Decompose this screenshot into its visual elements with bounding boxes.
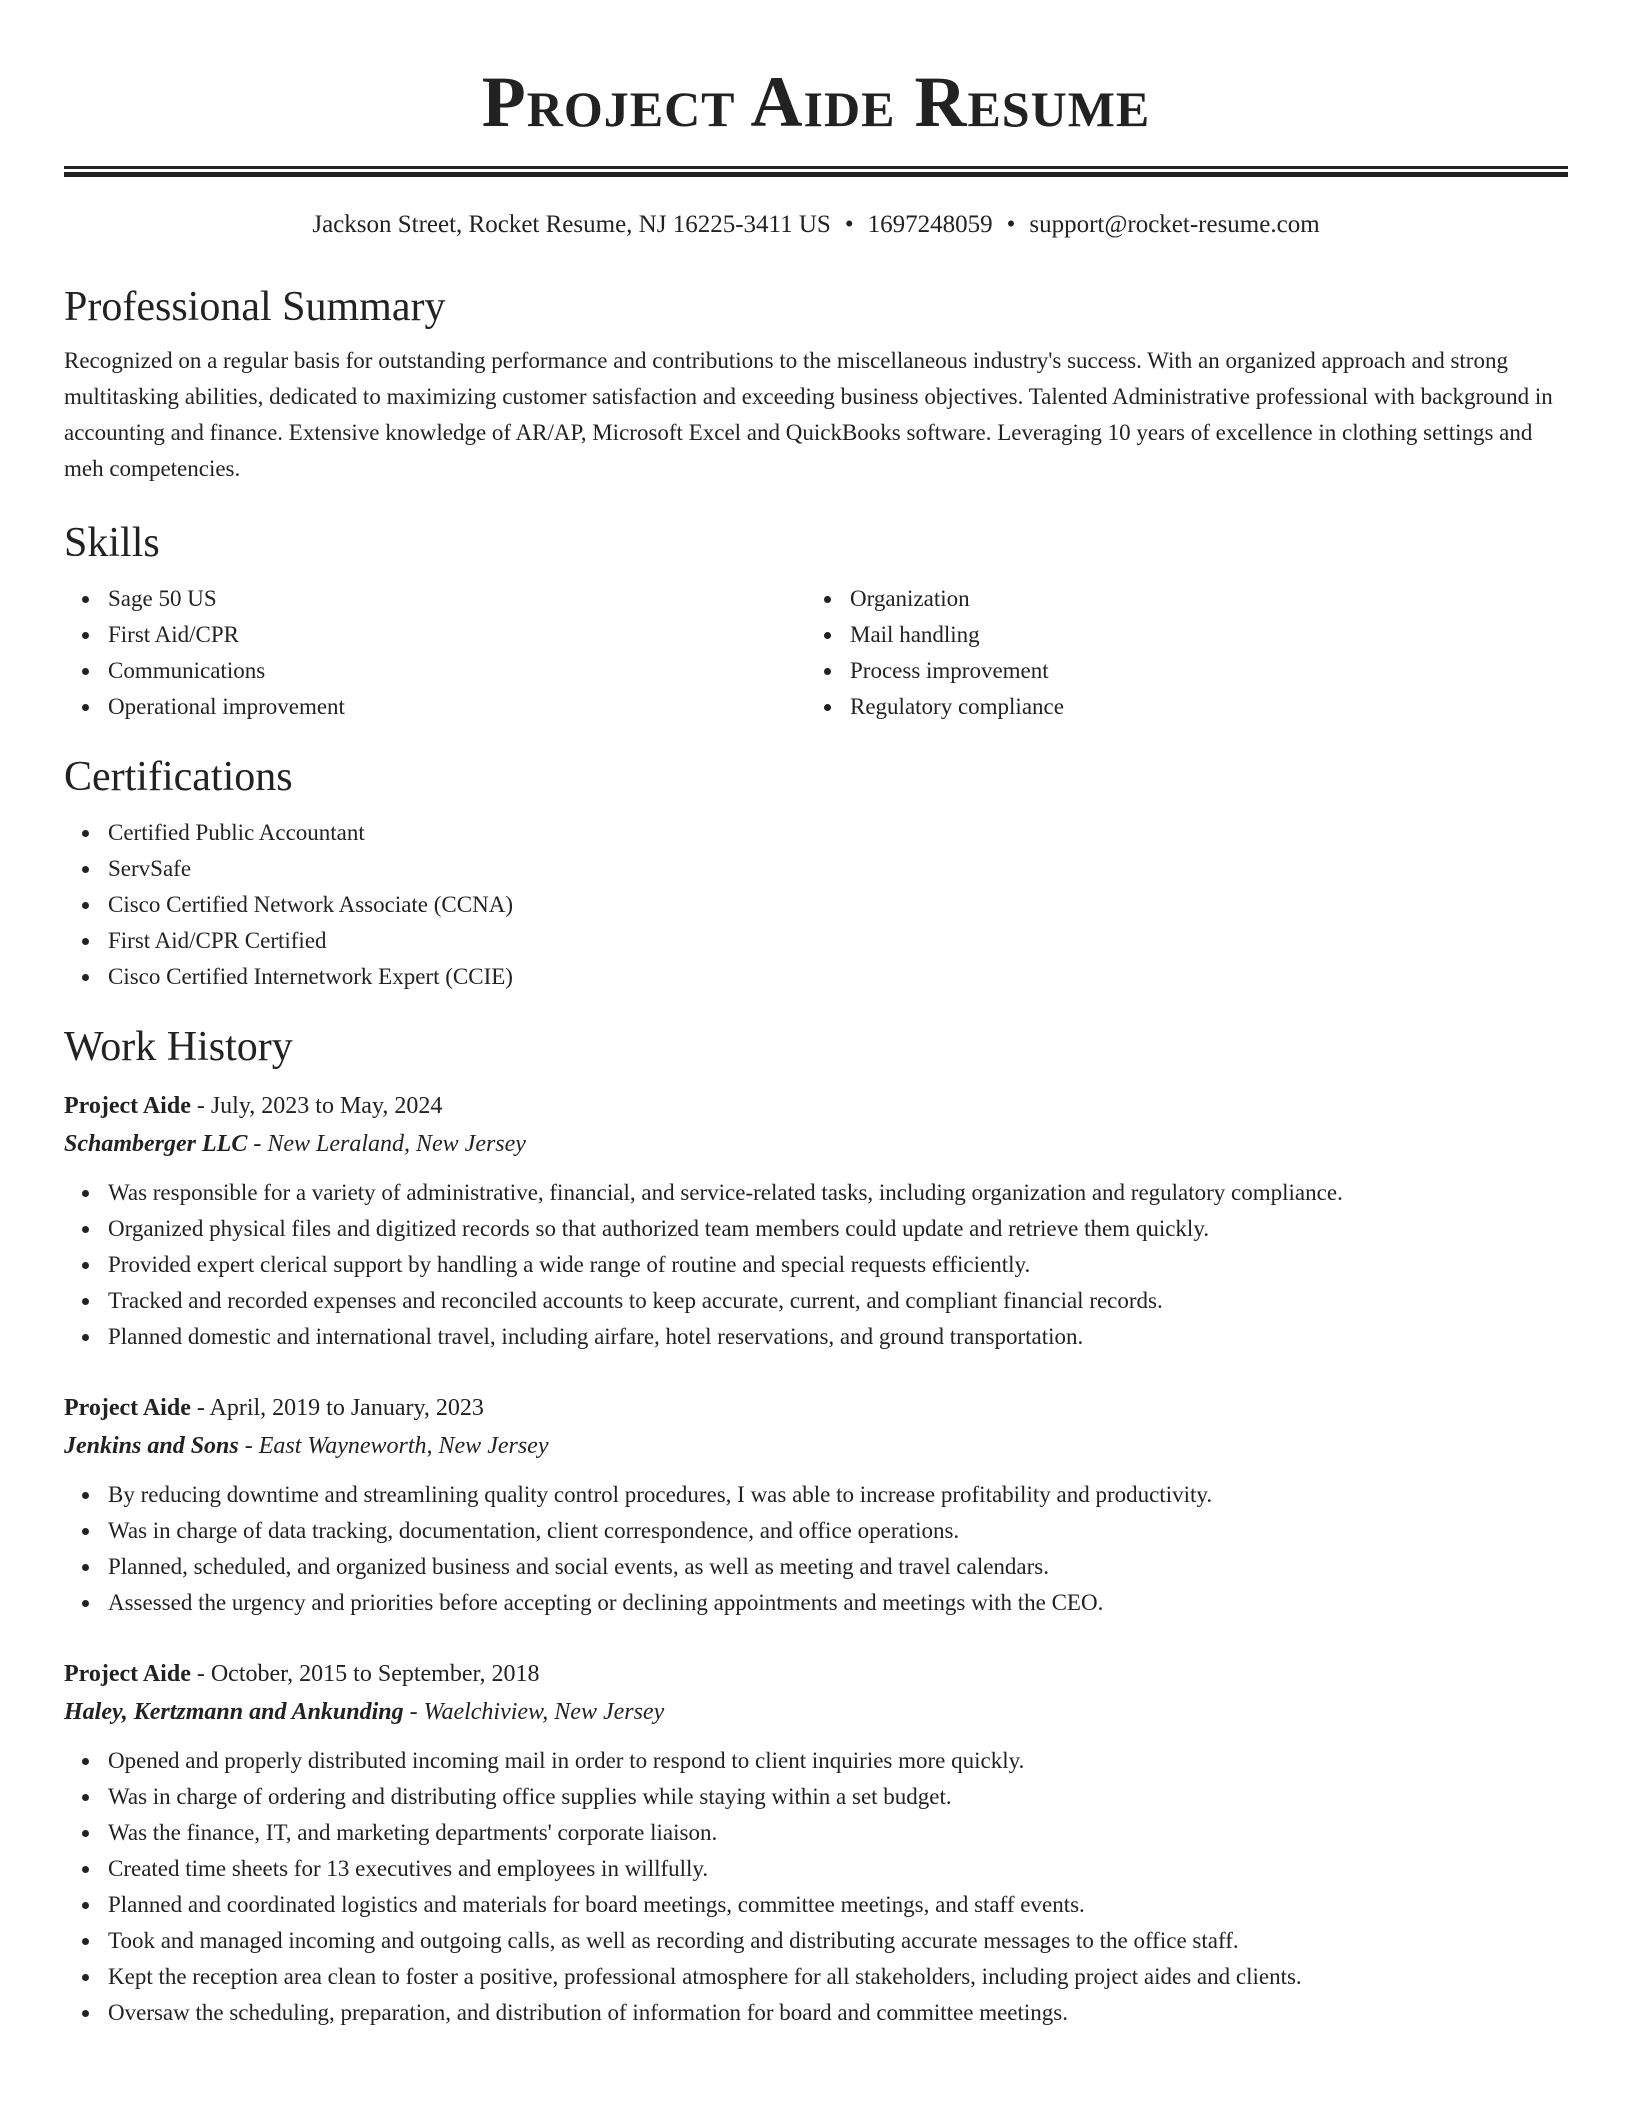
job-duty-item: Created time sheets for 13 executives and employees in willfully.	[64, 1851, 1568, 1887]
skill-item: Sage 50 US	[64, 581, 806, 617]
job-duty-item: Was in charge of data tracking, documentation, client correspondence, and office operations.	[64, 1513, 1568, 1549]
skill-item: Operational improvement	[64, 689, 806, 725]
contact-email: support@rocket-resume.com	[1029, 211, 1320, 238]
job-duties-list	[64, 1175, 1568, 1355]
job-location: - Waelchiview, New Jersey	[403, 1699, 665, 1725]
contact-line	[64, 209, 1568, 241]
contact-separator: •	[1006, 211, 1016, 238]
job-duty-item: Assessed the urgency and priorities before accepting or declining appointments and meetings with the CEO.	[64, 1585, 1568, 1621]
job-duty-item: Was in charge of ordering and distributing office supplies while staying within a set budget.	[64, 1779, 1568, 1815]
job-company-line	[64, 1125, 1568, 1163]
job-duty-item: Kept the reception area clean to foster a positive, professional atmosphere for all stakeholders, including project aides and clients.	[64, 1959, 1568, 1995]
certification-item: ServSafe	[64, 851, 1568, 887]
skill-item: Process improvement	[806, 653, 1548, 689]
job-duties-list	[64, 1743, 1568, 2031]
job-entry	[64, 1087, 1568, 1355]
job-dates: - October, 2015 to September, 2018	[190, 1661, 540, 1687]
skills-list-left	[64, 581, 806, 725]
work-history-heading: Work History	[64, 1024, 293, 1070]
job-location: - New Leraland, New Jersey	[247, 1131, 526, 1157]
job-company: Jenkins and Sons	[64, 1433, 239, 1459]
certification-item: Cisco Certified Internetwork Expert (CCIE)	[64, 959, 1568, 995]
skills-list-right	[806, 581, 1548, 725]
job-duty-item: Organized physical files and digitized records so that authorized team members could update and retrieve them quickly.	[64, 1211, 1568, 1247]
job-company: Haley, Kertzmann and Ankunding	[64, 1699, 404, 1725]
job-duty-item: By reducing downtime and streamlining quality control procedures, I was able to increase profitability and productivity.	[64, 1477, 1568, 1513]
job-dates: - April, 2019 to January, 2023	[190, 1395, 484, 1421]
job-duty-item: Planned and coordinated logistics and materials for board meetings, committee meetings, and staff events.	[64, 1887, 1568, 1923]
job-duty-item: Provided expert clerical support by handling a wide range of routine and special requests efficiently.	[64, 1247, 1568, 1283]
job-role: Project Aide	[64, 1661, 191, 1687]
skill-item: Communications	[64, 653, 806, 689]
job-duty-item: Planned domestic and international travel, including airfare, hotel reservations, and ground transportation.	[64, 1319, 1568, 1355]
skill-item: First Aid/CPR	[64, 617, 806, 653]
job-dates: - July, 2023 to May, 2024	[190, 1093, 443, 1119]
job-duty-item: Took and managed incoming and outgoing calls, as well as recording and distributing accurate messages to the office staff.	[64, 1923, 1568, 1959]
job-duties-list	[64, 1477, 1568, 1621]
contact-address: Jackson Street, Rocket Resume, NJ 16225-3411 US	[312, 211, 831, 238]
job-duty-item: Was the finance, IT, and marketing departments' corporate liaison.	[64, 1815, 1568, 1851]
job-duty-item: Planned, scheduled, and organized business and social events, as well as meeting and travel calendars.	[64, 1549, 1568, 1585]
job-role: Project Aide	[64, 1093, 191, 1119]
job-duty-item: Tracked and recorded expenses and reconciled accounts to keep accurate, current, and compliant financial records.	[64, 1283, 1568, 1319]
job-title-line	[64, 1389, 1568, 1427]
contact-phone: 1697248059	[867, 211, 993, 238]
job-location: - East Wayneworth, New Jersey	[238, 1433, 549, 1459]
job-company-line	[64, 1693, 1568, 1731]
job-company: Schamberger LLC	[64, 1131, 248, 1157]
resume-name: Project Aide Resume	[481, 62, 1151, 142]
certification-item: Certified Public Accountant	[64, 815, 1568, 851]
summary-heading: Professional Summary	[64, 284, 446, 330]
job-entry	[64, 1389, 1568, 1621]
job-duty-item: Opened and properly distributed incoming mail in order to respond to client inquiries more quickly.	[64, 1743, 1568, 1779]
skill-item: Regulatory compliance	[806, 689, 1548, 725]
certifications-list	[64, 815, 1568, 995]
skill-item: Mail handling	[806, 617, 1548, 653]
certification-item: First Aid/CPR Certified	[64, 923, 1568, 959]
job-title-line	[64, 1655, 1568, 1693]
certification-item: Cisco Certified Network Associate (CCNA)	[64, 887, 1568, 923]
contact-separator: •	[844, 211, 854, 238]
skills-heading: Skills	[64, 520, 160, 566]
job-duty-item: Oversaw the scheduling, preparation, and distribution of information for board and committee meetings.	[64, 1995, 1568, 2031]
skills-grid	[64, 581, 1568, 725]
header-divider	[64, 166, 1568, 177]
skill-item: Organization	[806, 581, 1548, 617]
job-duty-item: Was responsible for a variety of administrative, financial, and service-related tasks, including organization and regulatory compliance.	[64, 1175, 1568, 1211]
summary-text: Recognized on a regular basis for outstanding performance and contributions to the miscellaneous industry's success. With an organized approach and strong multitasking abilities, dedicated to maximizing customer satisfaction and exceeding business objectives. Talented Administrative professional with background in accounting and finance. Extensive knowledge of AR/AP, Microsoft Excel and QuickBooks software. Leveraging 10 years of excellence in clothing settings and meh competencies.	[64, 348, 1553, 481]
job-company-line	[64, 1427, 1568, 1465]
job-role: Project Aide	[64, 1395, 191, 1421]
job-title-line	[64, 1087, 1568, 1125]
job-entry	[64, 1655, 1568, 2031]
certifications-heading: Certifications	[64, 754, 293, 800]
